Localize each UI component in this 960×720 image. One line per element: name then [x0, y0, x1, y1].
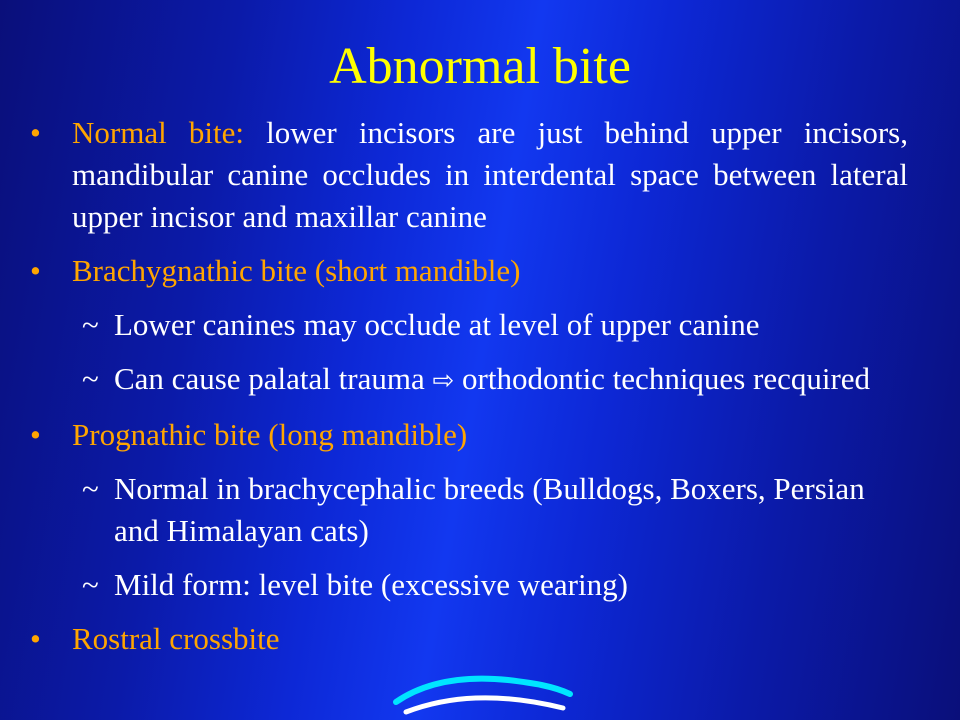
bullet-lead: Brachygnathic bite (short mandible)	[72, 253, 521, 288]
bullet-rostral-crossbite	[28, 618, 908, 660]
bullet-prognathic	[28, 414, 908, 456]
bullet-text: lower incisors are just behind upper incisors, mandibular canine occludes in interdental space between lateral upper incisor and maxillar canine	[72, 115, 908, 234]
decorative-squiggle-icon	[388, 672, 578, 720]
sub-bullet-marker: ~	[82, 307, 99, 342]
bullet-marker: •	[30, 621, 41, 656]
sub-bullet-text: Normal in brachycephalic breeds (Bulldogs, Boxers, Persian and Himalayan cats)	[114, 471, 865, 548]
sub-bullet-marker: ~	[82, 361, 99, 396]
bullet-lead: Prognathic bite (long mandible)	[72, 417, 468, 452]
bullet-marker: •	[30, 417, 41, 452]
bullet-lead: Rostral crossbite	[72, 621, 280, 656]
sub-bullet-text: Lower canines may occlude at level of upper canine	[114, 307, 760, 342]
slide-content	[28, 112, 908, 672]
sub-bullet-brachycephalic	[28, 468, 908, 552]
bullet-normal-bite	[28, 112, 908, 238]
sub-bullet-text-after: orthodontic techniques recquired	[454, 361, 871, 396]
sub-bullet-palatal-trauma	[28, 358, 908, 402]
sub-bullet-text: Mild form: level bite (excessive wearing)	[114, 567, 628, 602]
right-arrow-icon: ⇨	[432, 366, 455, 396]
sub-bullet-lower-canines	[28, 304, 908, 346]
sub-bullet-marker: ~	[82, 567, 99, 602]
bullet-lead: Normal bite:	[72, 115, 244, 150]
bullet-brachygnathic	[28, 250, 908, 292]
sub-bullet-mild-form	[28, 564, 908, 606]
slide-title: Abnormal bite	[329, 38, 631, 95]
bullet-marker: •	[30, 253, 41, 288]
bullet-marker: •	[30, 115, 41, 150]
sub-bullet-marker: ~	[82, 471, 99, 506]
sub-bullet-text-before: Can cause palatal trauma	[114, 361, 433, 396]
